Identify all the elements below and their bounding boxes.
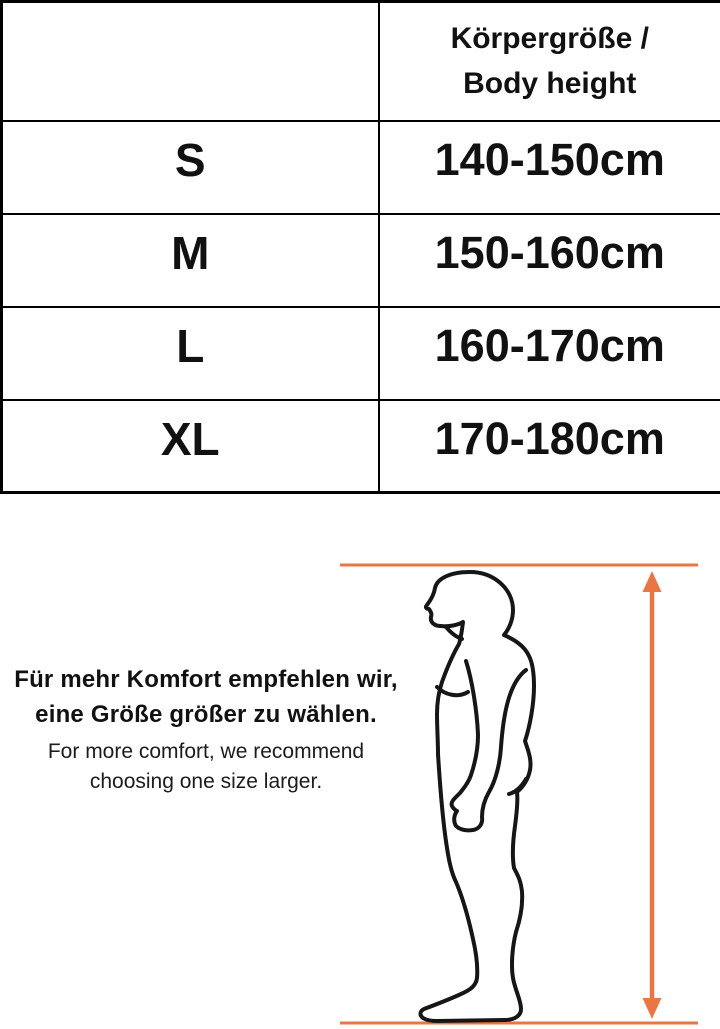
person-silhouette-icon bbox=[420, 572, 534, 1021]
table-row bbox=[2, 214, 720, 307]
note-de-line2: eine Größe größer zu wählen. bbox=[35, 701, 377, 728]
header-height-cell bbox=[379, 2, 720, 121]
note-en-line1: For more comfort, we recommend bbox=[47, 740, 365, 763]
header-label-en: Body height bbox=[463, 67, 637, 101]
size-label-l: L bbox=[2, 307, 379, 400]
note-de-line1: Für mehr Komfort empfehlen wir, bbox=[14, 666, 398, 693]
size-label-m: M bbox=[2, 214, 379, 307]
height-value-l: 160-170cm bbox=[379, 307, 720, 400]
header-empty-cell bbox=[2, 2, 379, 121]
table-row bbox=[2, 121, 720, 214]
table-row bbox=[2, 400, 720, 493]
header-label-de: Körpergröße / bbox=[450, 22, 649, 56]
height-value-m: 150-160cm bbox=[379, 214, 720, 307]
height-value-s: 140-150cm bbox=[379, 121, 720, 214]
note-en-line2: choosing one size larger. bbox=[89, 770, 323, 793]
comfort-note bbox=[8, 662, 404, 797]
size-label-xl: XL bbox=[2, 400, 379, 493]
height-value-xl: 170-180cm bbox=[379, 400, 720, 493]
table-row bbox=[2, 307, 720, 400]
table-header-row bbox=[2, 2, 720, 121]
height-arrow-icon bbox=[643, 571, 662, 1019]
size-table bbox=[0, 0, 720, 494]
size-label-s: S bbox=[2, 121, 379, 214]
